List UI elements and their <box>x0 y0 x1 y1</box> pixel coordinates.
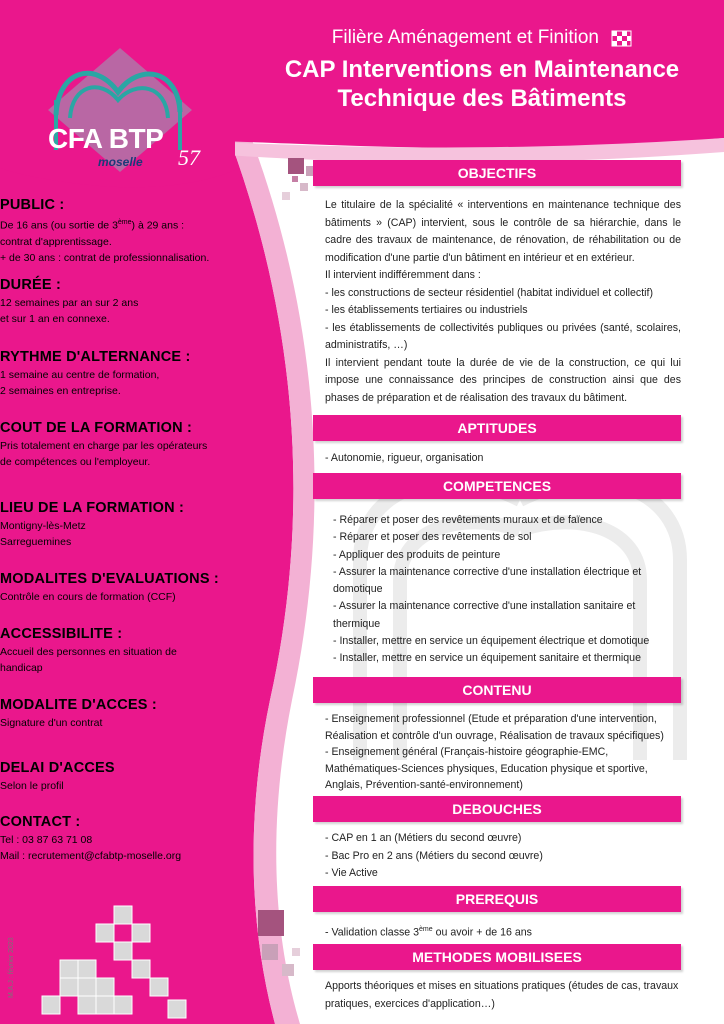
lieu-block <box>0 500 240 550</box>
acces-heading: MODALITE D'ACCES : <box>0 697 157 713</box>
aptitudes-item: - Autonomie, rigueur, organisation <box>325 452 484 464</box>
contact-mail[interactable]: Mail : recrutement@cfabtp-moselle.org <box>0 850 182 862</box>
rythme-line1: 1 semaine au centre de formation, <box>0 369 160 381</box>
competences-item: - Installer, mettre en service un équipement sanitaire et thermique <box>333 652 641 665</box>
page-title-line1: CAP Interventions en Maintenance <box>284 56 680 84</box>
prerequis-body <box>325 921 681 942</box>
duree-line2: et sur 1 an en connexe. <box>0 313 110 325</box>
subtitle-text: Filière Aménagement et Finition <box>331 27 599 49</box>
rythme-line2: 2 semaines en entreprise. <box>0 385 121 397</box>
aptitudes-header: APTITUDES <box>313 415 681 441</box>
duree-heading: DURÉE : <box>0 277 62 293</box>
logo-sub: moselle <box>98 155 143 169</box>
lieu-line2: Sarreguemines <box>0 536 72 548</box>
contact-tel[interactable]: Tel : 03 87 63 71 08 <box>0 834 93 846</box>
competences-item: - Réparer et poser des revêtements de sol <box>333 531 532 544</box>
accessibilite-heading: ACCESSIBILITE : <box>0 626 123 642</box>
objectifs-body <box>325 197 681 407</box>
lieu-heading: LIEU DE LA FORMATION : <box>0 500 185 516</box>
public-line3: + de 30 ans : contrat de professionnalisation. <box>0 251 210 264</box>
objectifs-paragraph: Le titulaire de la spécialité « interventions en maintenance technique des bâtiments » (CAP) intervient, sous le contrôle de sa hiérarchie, dans le cadre des travaux de maintenance, de rénovation, de réhabilitation ou de modification d'une partie d'un bâtiment en intérieur et en extérieur. <box>325 199 681 264</box>
competences-item: - Assurer la maintenance corrective d'une installation sanitaire et thermique <box>333 600 636 630</box>
eval-line1: Contrôle en cours de formation (CCF) <box>0 591 176 603</box>
eval-block <box>0 571 240 605</box>
objectifs-closing: Il intervient pendant toute la durée de vie de la construction, ce qui lui impose une connaissance des principes de construction ainsi que des phases de préparation et de réalisation des travaux du bâtiment. <box>325 356 681 404</box>
public-line1-sup: ème <box>117 219 132 226</box>
acces-block <box>0 697 240 731</box>
objectifs-intro: Il intervient indifféremment dans : <box>325 269 481 281</box>
objectifs-header: OBJECTIFS <box>313 160 681 186</box>
lieu-line1: Montigny-lès-Metz <box>0 520 86 532</box>
duree-block <box>0 277 240 327</box>
prerequis-text-a: - Validation classe 3 <box>325 926 420 939</box>
public-heading: PUBLIC : <box>0 197 65 213</box>
accessibilite-block <box>0 626 240 676</box>
page-title-line2: Technique des Bâtiments <box>337 85 627 113</box>
eval-heading: MODALITES D'EVALUATIONS : <box>0 571 219 587</box>
accessibilite-line2: handicap <box>0 662 43 674</box>
cout-line1: Pris totalement en charge par les opérateurs <box>0 440 208 452</box>
public-text <box>0 215 240 266</box>
contenu-item: - Enseignement professionnel (Etude et préparation d'une intervention, Réalisation et contrôle d'un ouvrage, Réalisation de travaux spécifiques) <box>325 713 664 742</box>
debouches-item: - Bac Pro en 2 ans (Métiers du second œuvre) <box>325 849 543 862</box>
aptitudes-body <box>325 450 681 468</box>
checkered-icon <box>610 27 632 49</box>
logo-name: CFA BTP <box>48 123 164 154</box>
duree-line1: 12 semaines par an sur 2 ans <box>0 297 139 309</box>
header <box>240 25 724 113</box>
program-subtitle <box>240 27 724 49</box>
methodes-header: METHODES MOBILISEES <box>313 944 681 970</box>
competences-header: COMPETENCES <box>313 473 681 499</box>
competences-body <box>333 512 681 668</box>
update-note: M.A.J : février 2023 <box>8 937 15 998</box>
acces-line1: Signature d'un contrat <box>0 717 103 729</box>
rythme-heading: RYTHME D'ALTERNANCE : <box>0 349 191 365</box>
methodes-text: Apports théoriques et mises en situations pratiques (études de cas, travaux pratiques, exercices d'application…) <box>325 980 679 1010</box>
cout-heading: COUT DE LA FORMATION : <box>0 420 193 436</box>
prerequis-header: PREREQUIS <box>313 886 681 912</box>
competences-item: - Assurer la maintenance corrective d'une installation électrique et domotique <box>333 565 642 596</box>
contact-heading: CONTACT : <box>0 814 81 830</box>
competences-item: - Réparer et poser des revêtements muraux et de faïence <box>333 514 603 526</box>
cout-line2: de compétences ou l'employeur. <box>0 456 151 468</box>
prerequis-text-b: ou avoir + de 16 ans <box>432 926 532 939</box>
contact-block <box>0 814 240 864</box>
debouches-header: DEBOUCHES <box>313 796 681 822</box>
delai-heading: DELAI D'ACCES <box>0 760 115 776</box>
contenu-header: CONTENU <box>313 677 681 703</box>
methodes-body <box>325 978 681 1013</box>
contenu-body <box>325 711 681 794</box>
debouches-item: - Vie Active <box>325 867 378 879</box>
public-line1a: De 16 ans (ou sortie de 3 <box>0 219 118 232</box>
objectifs-item: - les établissements tertiaires ou industriels <box>325 304 528 316</box>
accessibilite-line1: Accueil des personnes en situation de <box>0 646 177 658</box>
public-block <box>0 197 240 266</box>
rythme-block <box>0 349 240 399</box>
public-line1b: ) à 29 ans : <box>131 219 185 232</box>
objectifs-item: - les constructions de secteur résidentiel (habitat individuel et collectif) <box>325 286 653 299</box>
objectifs-item: - les établissements de collectivités publiques ou privées (santé, scolaires, administratifs, …) <box>325 321 681 351</box>
debouches-body <box>325 830 681 883</box>
contenu-item: - Enseignement général (Français-histoire géographie-EMC, Mathématiques-Sciences physiques, Education physique et sportive, Anglais, Prévention-santé-environnement) <box>325 746 648 791</box>
prerequis-sup: ème <box>419 926 433 933</box>
debouches-item: - CAP en 1 an (Métiers du second œuvre) <box>325 832 522 844</box>
cout-block <box>0 420 240 470</box>
delai-line1: Selon le profil <box>0 780 64 792</box>
delai-block <box>0 760 240 794</box>
deco-squares-top <box>282 158 316 200</box>
logo-dept: 57 <box>178 145 200 170</box>
competences-item: - Appliquer des produits de peinture <box>333 548 501 561</box>
competences-item: - Installer, mettre en service un équipement électrique et domotique <box>333 635 650 648</box>
public-line2: contrat d'apprentissage. <box>0 235 112 248</box>
cfa-btp-logo <box>40 45 200 185</box>
